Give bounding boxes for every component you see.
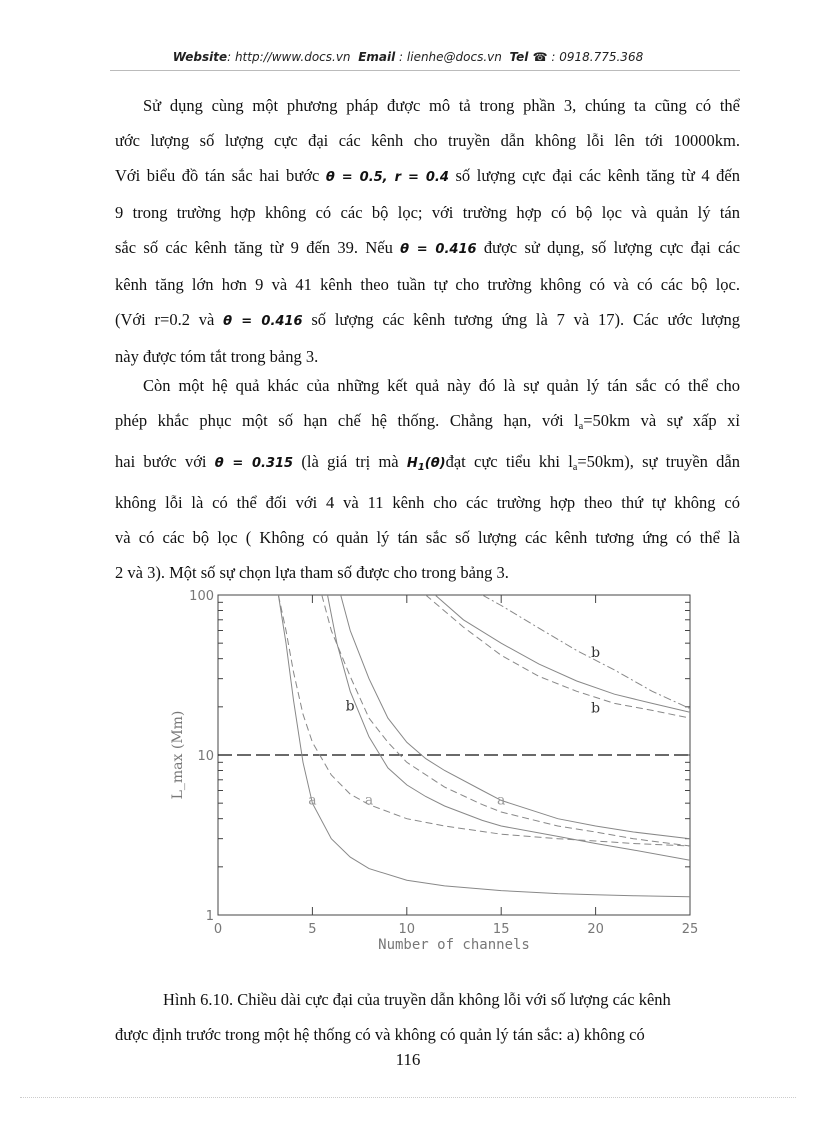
p2-line-6: 2 và 3). Một số sự chọn lựa tham số được cho trong bảng 3. — [115, 563, 509, 582]
formula-theta-0315: θ = 0.315 — [214, 456, 294, 471]
x-axis-label: Number of channels — [378, 937, 530, 953]
p1-line-3 — [115, 158, 740, 195]
formula-h-arg: (θ) — [424, 456, 446, 471]
series-b-solid-1 — [328, 595, 691, 860]
p1-line-3b: số lượng cực đại các kênh tăng từ 4 đến — [455, 166, 740, 185]
p2-line-2b: =50km và sự xấp xỉ — [583, 411, 740, 430]
p1-line-8: này được tóm tắt trong bảng 3. — [115, 347, 319, 366]
email-label: Email — [358, 50, 396, 64]
y-tick-label: 100 — [189, 589, 214, 604]
y-tick-label: 1 — [205, 909, 214, 924]
p2-line-3a: hai bước với — [115, 452, 207, 471]
p1-line-6: kênh tăng lớn hơn 9 và 41 kênh theo tuần tự cho trường không có và có các bộ lọc. — [115, 275, 740, 294]
p2-line-3d: =50km), sự truyền dẫn — [577, 452, 740, 471]
p1-line-7b: số lượng các kênh tương ứng là 7 và 17). Các ước lượng — [311, 310, 740, 329]
formula-theta-r: θ = 0.5, r = 0.4 — [325, 170, 449, 185]
caption-line-2: được định trước trong một hệ thống có và không có quản lý tán sắc: a) không có — [115, 1025, 645, 1044]
x-tick-label: 10 — [398, 922, 416, 937]
tel-label: Tel ☎ — [509, 50, 548, 64]
lmax-vs-channels-chart — [160, 585, 720, 970]
x-tick-label: 20 — [587, 922, 604, 937]
x-tick-label: 15 — [492, 922, 510, 937]
email-value: : lienhe@docs.vn — [399, 50, 502, 64]
p1-line-5b: được sử dụng, số lượng cực đại các — [483, 238, 741, 257]
annotation-a: a — [497, 792, 506, 809]
series-b-dashed-1 — [322, 595, 690, 846]
annotation-a: a — [364, 792, 374, 809]
header-rule — [110, 70, 740, 71]
paragraph-1 — [115, 88, 740, 374]
p2-line-2a: phép khắc phục một số hạn chế hệ thống. Chẳng hạn, với l — [115, 411, 579, 430]
series-b-dashdot — [482, 595, 690, 709]
formula-theta-0416-a: θ = 0.416 — [400, 242, 477, 257]
annotation-a: a — [308, 792, 317, 809]
p1-line-1: Sử dụng cùng một phương pháp được mô tả trong phần 3, chúng ta cũng có thể — [143, 96, 740, 115]
tel-value: : 0918.775.368 — [551, 50, 644, 64]
formula-h-sub: 1 — [417, 462, 425, 473]
formula-theta-0416-b: θ = 0.416 — [223, 314, 303, 329]
p2-line-3b: (là giá trị mà — [301, 452, 399, 471]
p1-line-7a: (Với r=0.2 và — [115, 310, 215, 329]
p2-sub-a2: a — [572, 462, 578, 473]
formula-h1 — [407, 456, 446, 471]
annotation-b: b — [591, 700, 601, 717]
x-tick-label: 25 — [681, 922, 699, 937]
series-a-solid-2 — [341, 595, 690, 839]
website-value: : http://www.docs.vn — [227, 50, 351, 64]
p1-line-3a: Với biểu đồ tán sắc hai bước — [115, 166, 320, 185]
page-number: 116 — [395, 1050, 421, 1069]
p2-line-4: không lỗi là có thể đối với 4 và 11 kênh cho các trường hợp theo thứ tự không có — [115, 493, 740, 512]
caption-line-1: Hình 6.10. Chiều dài cực đại của truyền dẫn không lỗi với số lượng các kênh — [163, 990, 671, 1009]
p1-line-4: 9 trong trường hợp không có các bộ lọc; với trường hợp có bộ lọc và quản lý tán — [115, 203, 740, 222]
y-axis-label: L_max (Mm) — [170, 710, 186, 800]
y-tick-label: 10 — [197, 749, 214, 764]
x-tick-label: 5 — [308, 922, 317, 937]
footer-divider — [20, 1097, 796, 1098]
p2-line-3c: đạt cực tiểu khi l — [445, 452, 573, 471]
p1-line-5a: sắc số các kênh tăng từ 9 đến 39. Nếu — [115, 238, 393, 257]
page-header — [0, 50, 816, 64]
p2-line-5: và có các bộ lọc ( Không có quản lý tán sắc số lượng các kênh tương ứng có thể là — [115, 528, 740, 547]
p1-line-7 — [115, 302, 740, 339]
formula-h: H — [406, 456, 418, 471]
p2-sub-a: a — [578, 421, 584, 432]
annotation-b: b — [345, 698, 355, 715]
p2-line-2 — [115, 403, 740, 444]
figure-caption — [115, 982, 740, 1052]
p1-line-5 — [115, 230, 740, 267]
x-tick-label: 0 — [213, 922, 223, 937]
p2-line-1: Còn một hệ quả khác của những kết quả này đó là sự quản lý tán sắc có thể cho — [143, 376, 740, 395]
p1-line-2: ước lượng số lượng cực đại các kênh cho truyền dẫn không lỗi lên tới 10000km. — [115, 131, 740, 150]
website-label: Website — [172, 50, 228, 64]
paragraph-2 — [115, 368, 740, 590]
series-b-solid-2 — [435, 595, 690, 712]
p2-line-3 — [115, 444, 740, 485]
series-a-solid-1 — [278, 595, 690, 897]
annotation-b: b — [591, 644, 601, 661]
series-b-dashed-2 — [426, 595, 690, 718]
